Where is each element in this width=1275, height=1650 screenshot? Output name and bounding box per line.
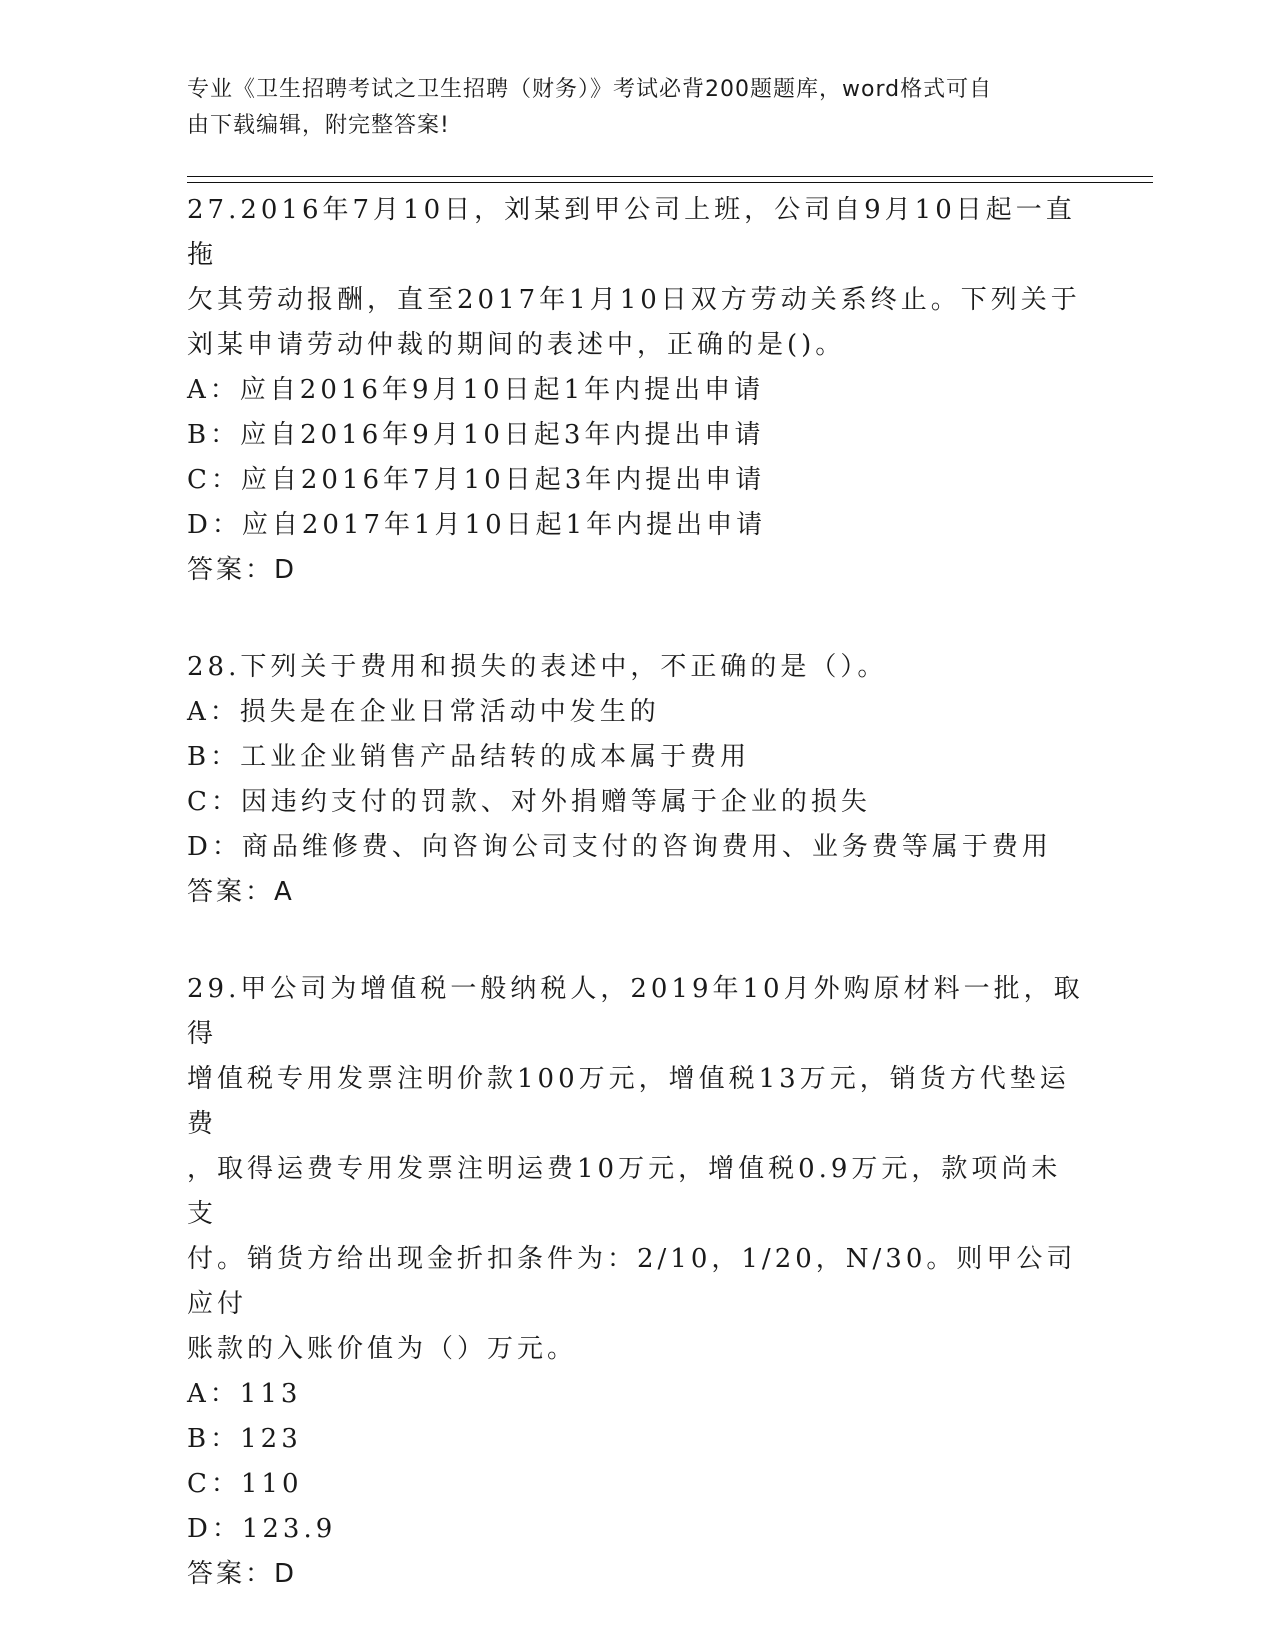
option-b: B：应自2016年9月10日起3年内提出申请 <box>187 420 765 450</box>
option-a: A：应自2016年9月10日起1年内提出申请 <box>187 375 765 405</box>
option-a: A：损失是在企业日常活动中发生的 <box>187 697 660 727</box>
question-text-line: 28.下列关于费用和损失的表述中，不正确的是（）。 <box>187 652 888 682</box>
question-list <box>187 188 1087 1649</box>
answer: 答案：D <box>187 1559 298 1589</box>
option-b: B：123 <box>187 1424 302 1454</box>
document-header <box>187 72 1067 144</box>
question-text-line: 付。销货方给出现金折扣条件为：2/10，1/20，N/30。则甲公司应付 <box>187 1244 1077 1319</box>
header-line-1: 专业《卫生招聘考试之卫生招聘（财务）》考试必背200题题库，word格式可自 <box>187 77 993 102</box>
option-d: D：123.9 <box>187 1514 337 1544</box>
question-text-line: 账款的入账价值为（）万元。 <box>187 1334 578 1364</box>
question-27 <box>187 188 1087 593</box>
question-text-line: 欠其劳动报酬，直至2017年1月10日双方劳动关系终止。下列关于 <box>187 285 1081 315</box>
question-text-line: 29.甲公司为增值税一般纳税人，2019年10月外购原材料一批，取得 <box>187 974 1084 1049</box>
option-c: C：应自2016年7月10日起3年内提出申请 <box>187 465 766 495</box>
header-line-2: 由下载编辑，附完整答案! <box>187 113 450 138</box>
option-b: B：工业企业销售产品结转的成本属于费用 <box>187 742 751 772</box>
question-text-line: 27.2016年7月10日，刘某到甲公司上班，公司自9月10日起一直拖 <box>187 195 1076 270</box>
question-29 <box>187 967 1087 1597</box>
option-c: C：110 <box>187 1469 303 1499</box>
answer: 答案：D <box>187 555 298 585</box>
question-28 <box>187 645 1087 915</box>
option-d: D：应自2017年1月10日起1年内提出申请 <box>187 510 767 540</box>
answer: 答案：A <box>187 877 295 907</box>
question-text-line: 刘某申请劳动仲裁的期间的表述中，正确的是()。 <box>187 330 846 360</box>
option-d: D：商品维修费、向咨询公司支付的咨询费用、业务费等属于费用 <box>187 832 1052 862</box>
header-divider-top <box>187 176 1153 177</box>
option-c: C：因违约支付的罚款、对外捐赠等属于企业的损失 <box>187 787 871 817</box>
question-text-line: ，取得运费专用发票注明运费10万元，增值税0.9万元，款项尚未支 <box>187 1154 1062 1229</box>
option-a: A：113 <box>187 1379 302 1409</box>
question-text-line: 增值税专用发票注明价款100万元，增值税13万元，销货方代垫运费 <box>187 1064 1070 1139</box>
header-divider-bottom <box>187 182 1153 183</box>
